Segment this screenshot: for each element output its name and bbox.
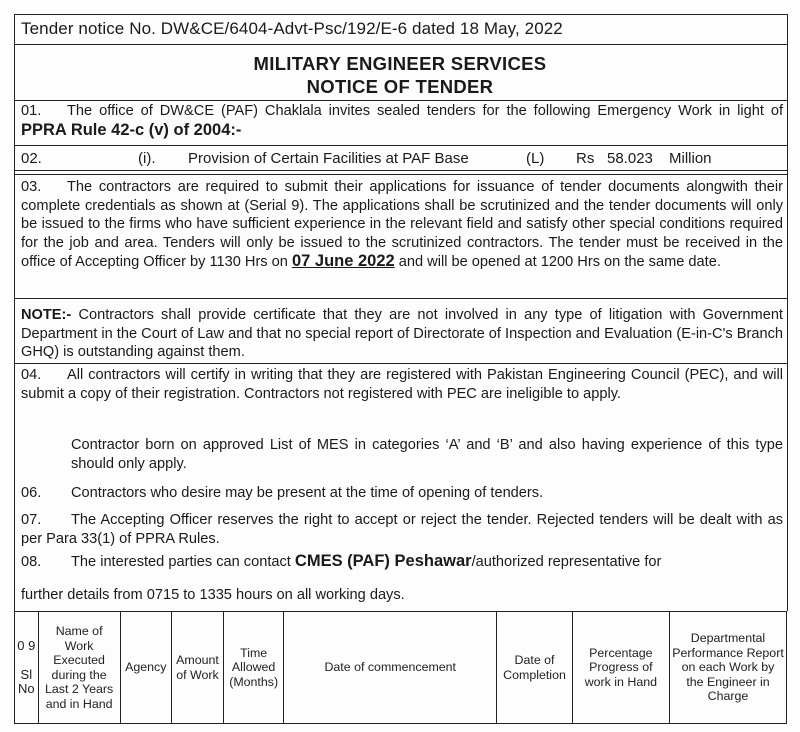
para-07-text: The Accepting Officer reserves the right to accept or reject the tender. Rejected tenders will be dealt with as per Para 33(1) of PPRA Rules. — [21, 512, 783, 547]
para-number: 06. — [21, 485, 42, 501]
note-text: Contractors shall provide certificate that they are not involved in any type of litigation with Government Department in the Court of Law and that no special report of Directorate of Inspection and Evaluation (E-in-C's Branch GHQ) is outstanding against them. — [21, 307, 783, 361]
para-08-text-b: /authorized representative for — [471, 554, 662, 570]
divider — [14, 170, 787, 171]
para-07 — [21, 511, 783, 548]
para-05-text: Contractor born on approved List of MES in categories ‘A’ and ‘B’ and also having experience of this type should only apply. — [71, 437, 783, 472]
para-01 — [21, 102, 783, 140]
para-08 — [21, 552, 783, 572]
note — [21, 306, 783, 362]
col-agency: Agency — [120, 612, 171, 724]
table-header-row — [15, 612, 787, 724]
para-03-text-b: and will be opened at 1200 Hrs on the same date. — [398, 254, 721, 271]
item-number: (i). — [138, 150, 156, 167]
divider — [14, 174, 787, 175]
para-number: 04. — [21, 367, 42, 383]
col-percentage-progress: Percentage Progress of work in Hand — [572, 612, 669, 724]
col-date-commencement: Date of commencement — [284, 612, 497, 724]
para-01-text: The office of DW&CE (PAF) Chaklala invites sealed tenders for the following Emergency Work in light of — [67, 103, 783, 119]
experience-table — [14, 611, 787, 724]
para-04-text: All contractors will certify in writing that they are registered with Pakistan Engineering Council (PEC), and will submit a copy of their registration. Contractors not registered with PEC are ineligible to apply. — [21, 367, 783, 402]
currency: Rs — [576, 150, 595, 167]
para-number: 07. — [21, 512, 42, 528]
para-05 — [21, 436, 783, 473]
para-08-continued: further details from 0715 to 1335 hours on all working days. — [21, 587, 405, 603]
col-name-of-work: Name of Work Executed during the Last 2 Years and in Hand — [38, 612, 120, 724]
frame-top-border — [14, 14, 787, 15]
para-number — [21, 436, 71, 455]
amount-unit: Million — [669, 150, 712, 167]
amount: 58.023 — [607, 150, 653, 167]
table-serial-number: 0 9 Sl No — [15, 612, 39, 724]
heading-notice: NOTICE OF TENDER — [306, 76, 494, 97]
col-time-allowed: Time Allowed (Months) — [224, 612, 284, 724]
para-02 — [21, 146, 783, 170]
col-date-completion: Date of Completion — [497, 612, 572, 724]
para-number: 03. — [21, 179, 42, 195]
para-06 — [21, 484, 783, 503]
para-number: 01. — [21, 103, 42, 119]
work-name: Provision of Certain Facilities at PAF Base — [188, 150, 469, 167]
para-06-text: Contractors who desire may be present at the time of opening of tenders. — [71, 485, 544, 501]
para-08-text: The interested parties can contact — [71, 554, 291, 570]
heading-organization: MILITARY ENGINEER SERVICES — [253, 53, 547, 74]
work-code: (L) — [526, 150, 545, 167]
contact-office: CMES (PAF) Peshawar — [294, 552, 472, 570]
divider — [14, 44, 787, 45]
divider — [14, 363, 787, 364]
para-number: 02. — [21, 150, 42, 167]
divider — [14, 100, 787, 101]
ppra-rule: PPRA Rule 42-c (v) of 2004:- — [21, 120, 242, 139]
closing-date: 07 June 2022 — [291, 252, 395, 271]
para-03-text: The contractors are required to submit their applications for issuance of tender documents alongwith their complete credentials as shown at (Serial 9). The applications shall be scrutinized and the tender documents will only be issued to the firms who have sufficient experience in the relevant field and satisfy other special conditions required for the job and area. Tenders will only be issued to the scrutinized contractors. The tender must be received in the office of Accepting Officer by 1130 Hrs on — [21, 179, 783, 271]
col-performance-report: Departmental Performance Report on each Work by the Engineer in Charge — [669, 612, 786, 724]
col-amount: Amount of Work — [171, 612, 223, 724]
divider — [14, 298, 787, 299]
para-04 — [21, 366, 783, 403]
para-03 — [21, 178, 783, 272]
note-label: NOTE:- — [21, 307, 72, 323]
tender-notice-number: Tender notice No. DW&CE/6404-Advt-Psc/192/E-6 dated 18 May, 2022 — [21, 19, 563, 38]
para-number: 08. — [21, 554, 42, 570]
